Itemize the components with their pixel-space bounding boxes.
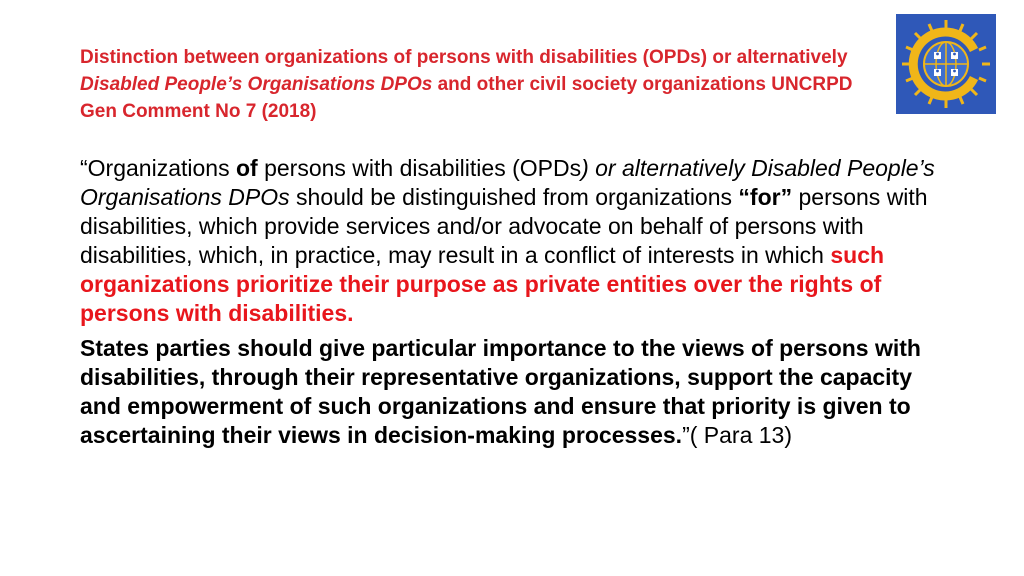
quote-citation: ”( Para 13) bbox=[682, 422, 792, 448]
quote-italic-dpos: ) or alternatively Disabled People’s Organisations DPOs bbox=[80, 155, 935, 210]
commonwealth-disability-emblem-icon bbox=[896, 14, 996, 114]
quote-of-emphasis: of bbox=[235, 155, 258, 181]
quote-mid: should be distinguished from organizations bbox=[289, 184, 739, 210]
quote-paragraph-1 bbox=[80, 154, 940, 328]
quote-paragraph-2 bbox=[80, 334, 940, 450]
title-part-1: Distinction between organizations of persons with disabilities (OPDs) or alternatively bbox=[80, 47, 848, 68]
title-part-3: and other civil society organizations UNCRPD Gen Comment No 7 (2018) bbox=[80, 74, 853, 122]
quote-bold-states-parties: States parties should give particular importance to the views of persons with disabilities, through their representative organizations, support the capacity and empowerment of such organizations and ensure that priority is given to ascertaining their views in decision-making processes. bbox=[80, 335, 921, 448]
quote-after-of: persons with disabilities (OPDs bbox=[257, 155, 582, 181]
title-part-2-italic: Disabled People’s Organisations DPOs bbox=[80, 74, 433, 95]
quote-for-emphasis: “for” bbox=[738, 184, 793, 210]
quote-red-highlight: such organizations prioritize their purpose as private entities over the rights of persons with disabilities. bbox=[80, 242, 885, 326]
quote-open: “Organizations bbox=[80, 155, 236, 181]
quote-body bbox=[80, 154, 940, 450]
quote-rest: persons with disabilities, which provide services and/or advocate on behalf of persons with disabilities, which, in practice, may result in a conflict of interests in which bbox=[80, 184, 928, 268]
slide-title bbox=[80, 44, 880, 125]
